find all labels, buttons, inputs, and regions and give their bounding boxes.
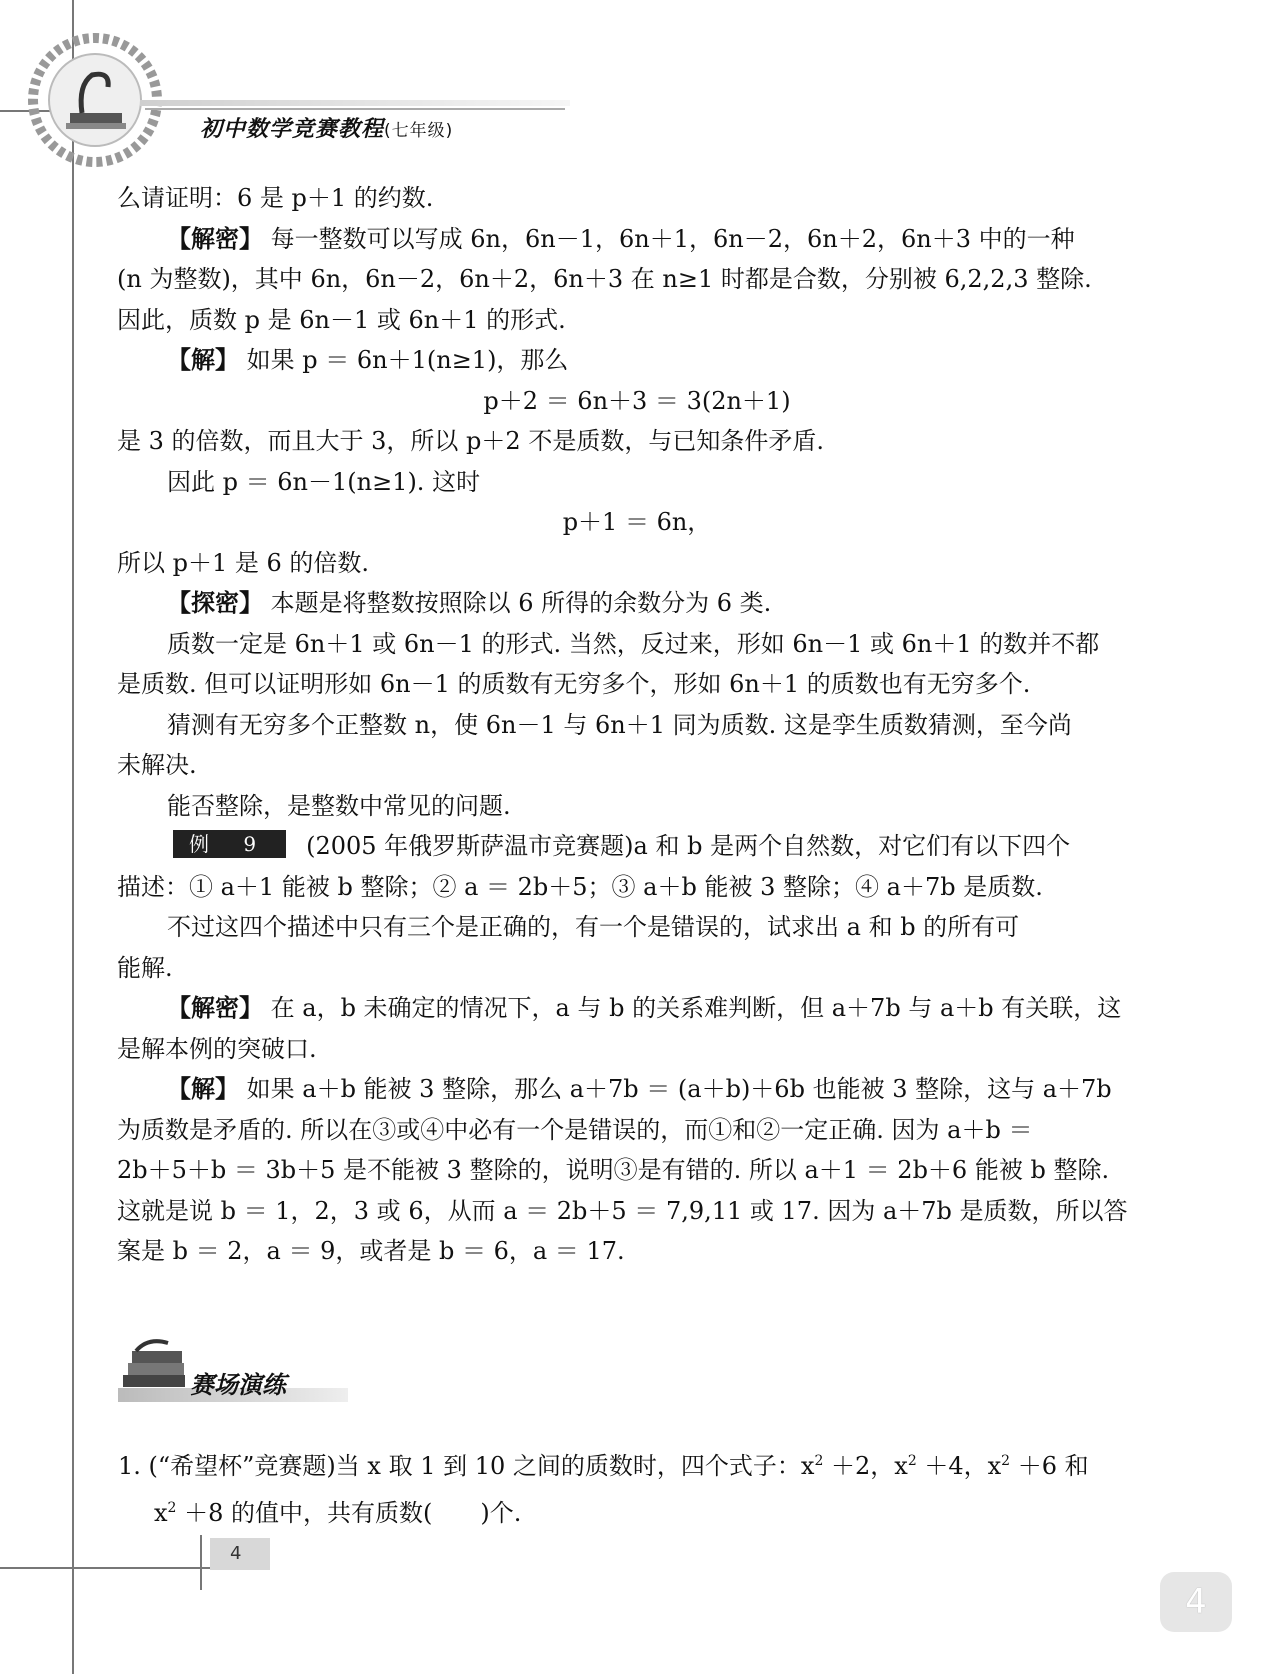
text-line: 所以 p＋1 是 6 的倍数. (117, 548, 370, 577)
text-span: 如果 p ＝ 6n＋1(n≥1)，那么 (239, 346, 569, 374)
header-band (140, 100, 570, 106)
section-tag: 【解】 (167, 1074, 239, 1103)
question-line (118, 1487, 1158, 1534)
text-span: ＋2，x (823, 1452, 908, 1480)
text-span: 如果 a＋b 能被 3 整除，那么 a＋7b ＝ (a＋b)＋6b 也能被 3 整除，这与 a＋7b (239, 1075, 1112, 1103)
section-tag: 【探密】 (167, 588, 263, 617)
text-line: 不过这四个描述中只有三个是正确的，有一个是错误的，试求出 a 和 b 的所有可 (167, 913, 1020, 941)
equation: p＋1 ＝ 6n， (562, 508, 712, 536)
superscript: 2 (167, 1500, 177, 1516)
text-line: 猜测有无穷多个正整数 n，使 6n－1 与 6n＋1 同为质数. 这是孪生质数猜测，至今尚 (167, 710, 1072, 739)
main-text (117, 178, 1157, 1272)
text-line: 未解决. (117, 751, 197, 779)
text-span: x (154, 1499, 168, 1527)
page-number: 4 (210, 1538, 270, 1570)
text-span: ＋4，x (916, 1452, 1002, 1480)
text-span: 本题是将整数按照除以 6 所得的余数分为 6 类. (263, 589, 772, 617)
text-line: 么请证明：6 是 p＋1 的约数. (117, 184, 434, 212)
book-grade: (七年级) (384, 121, 454, 141)
text-line (117, 340, 1157, 381)
text-line: 描述：① a＋1 能被 b 整除；② a ＝ 2b＋5；③ a＋b 能被 3 整除；④ a＋7b 是质数. (117, 872, 1043, 901)
text-line: 能解. (117, 953, 173, 982)
question-line (118, 1440, 1158, 1487)
example-label: 例 9 (173, 830, 286, 858)
practice-title: 赛场演练 (190, 1371, 286, 1399)
text-span: ＋8 的值中，共有质数( )个. (176, 1499, 522, 1527)
page-badge[interactable]: 4 (1160, 1572, 1232, 1632)
equation: p＋2 ＝ 6n＋3 ＝ 3(2n＋1) (483, 386, 791, 415)
text-line (117, 583, 1157, 624)
book-title-text: 初中数学竞赛教程 (200, 117, 385, 142)
text-line: 能否整除，是整数中常见的问题. (167, 791, 511, 820)
book-title (200, 112, 453, 143)
text-line: 因此 p ＝ 6n－1(n≥1). 这时 (167, 467, 481, 496)
superscript: 2 (907, 1453, 917, 1469)
text-line (117, 1069, 1157, 1110)
text-line: 是质数. 但可以证明形如 6n－1 的质数有无穷多个，形如 6n＋1 的质数也有无穷多个. (117, 670, 1031, 698)
text-line (117, 219, 1157, 260)
text-line: 案是 b ＝ 2，a ＝ 9，或者是 b ＝ 6，a ＝ 17. (117, 1237, 625, 1265)
text-line: 是 3 的倍数，而且大于 3，所以 p＋2 不是质数，与已知条件矛盾. (117, 427, 824, 455)
text-line: 为质数是矛盾的. 所以在③或④中必有一个是错误的，而①和②一定正确. 因为 a＋b ＝ (117, 1115, 1033, 1144)
margin-rule (72, 0, 74, 1674)
text-line: (n 为整数)，其中 6n，6n－2，6n＋2，6n＋3 在 n≥1 时都是合数，分别被 6,2,2,3 整除. (117, 265, 1092, 293)
section-tag: 【解】 (167, 345, 239, 374)
text-span: (2005 年俄罗斯萨温市竞赛题)a 和 b 是两个自然数，对它们有以下四个 (306, 832, 1071, 860)
text-span: ＋6 和 (1010, 1452, 1089, 1480)
example-heading (117, 826, 1157, 867)
text-span: 每一整数可以写成 6n，6n－1，6n＋1，6n－2，6n＋2，6n＋3 中的一种 (263, 224, 1075, 253)
text-line (117, 988, 1157, 1029)
section-tag: 【解密】 (167, 993, 263, 1022)
text-line: 因此，质数 p 是 6n－1 或 6n＋1 的形式. (117, 305, 566, 334)
header-band-line (145, 108, 565, 110)
text-span: 在 a，b 未确定的情况下，a 与 b 的关系难判断，但 a＋7b 与 a＋b 有关联，这 (263, 994, 1122, 1022)
practice-question (118, 1440, 1158, 1534)
text-line: 2b＋5＋b ＝ 3b＋5 是不能被 3 整除的，说明③是有错的. 所以 a＋1 ＝ 2b＋6 能被 b 整除. (117, 1156, 1110, 1184)
footer-tick (200, 1535, 202, 1590)
text-line: 是解本例的突破口. (117, 1034, 317, 1063)
superscript: 2 (814, 1453, 824, 1469)
text-line: 质数一定是 6n＋1 或 6n－1 的形式. 当然，反过来，形如 6n－1 或 6n＋1 的数并不都 (167, 629, 1100, 658)
section-tag: 【解密】 (167, 223, 263, 253)
text-span: 1. (“希望杯”竞赛题)当 x 取 1 到 10 之间的质数时，四个式子：x (118, 1452, 815, 1480)
superscript: 2 (1001, 1453, 1011, 1469)
text-line: 这就是说 b ＝ 1，2，3 或 6，从而 a ＝ 2b＋5 ＝ 7,9,11 或 17. 因为 a＋7b 是质数，所以答 (117, 1196, 1128, 1225)
footer-rule (0, 1567, 210, 1569)
